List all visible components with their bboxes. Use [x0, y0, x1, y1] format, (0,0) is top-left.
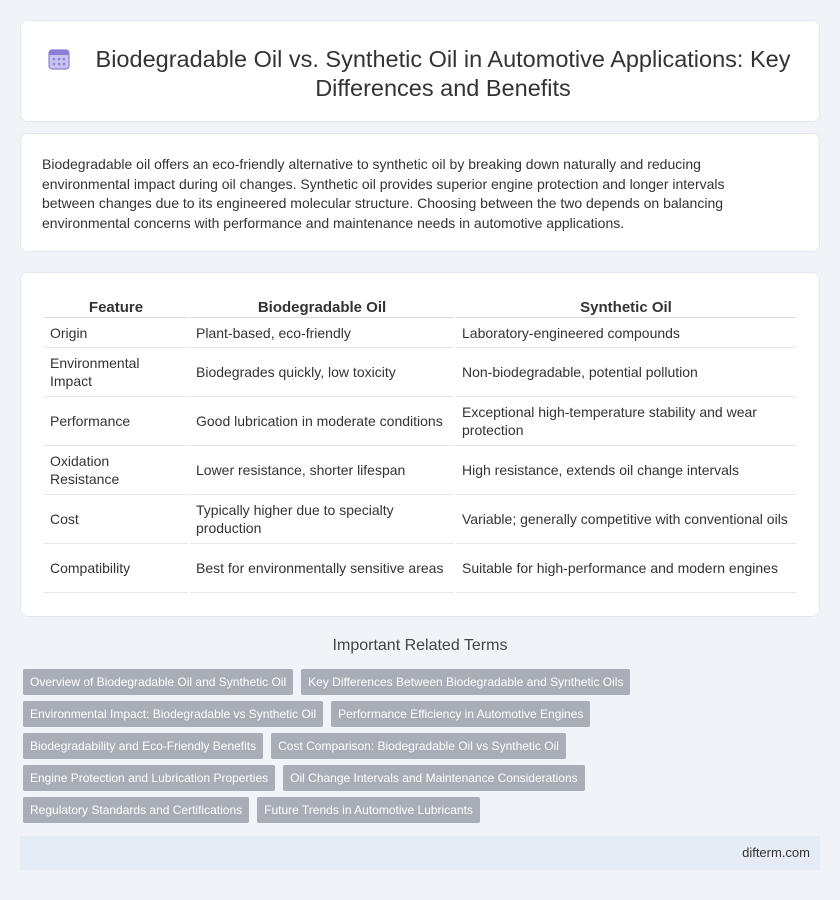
- cell-synthetic: Non-biodegradable, potential pollution: [456, 348, 796, 397]
- related-terms-list: [23, 669, 823, 829]
- header-feature: Feature: [44, 296, 188, 318]
- related-term-tag[interactable]: Regulatory Standards and Certifications: [23, 797, 249, 823]
- cell-feature: Performance: [44, 397, 188, 446]
- cell-biodegradable: Plant-based, eco-friendly: [190, 318, 454, 348]
- cell-synthetic: Laboratory-engineered compounds: [456, 318, 796, 348]
- cell-feature: Origin: [44, 318, 188, 348]
- related-term-tag[interactable]: Oil Change Intervals and Maintenance Considerations: [283, 765, 585, 791]
- cell-feature: Cost: [44, 495, 188, 544]
- cell-feature: Compatibility: [44, 544, 188, 593]
- page-title: Biodegradable Oil vs. Synthetic Oil in Automotive Applications: Key Differences and Benefits: [95, 46, 791, 101]
- cell-synthetic: High resistance, extends oil change intervals: [456, 446, 796, 495]
- cell-feature: Environmental Impact: [44, 348, 188, 397]
- calendar-icon: [47, 47, 71, 71]
- related-term-tag[interactable]: Cost Comparison: Biodegradable Oil vs Synthetic Oil: [271, 733, 566, 759]
- table-row: [44, 318, 796, 348]
- table-row: [44, 348, 796, 397]
- cell-biodegradable: Good lubrication in moderate conditions: [190, 397, 454, 446]
- table-header-row: [44, 296, 796, 318]
- intro-card: [20, 133, 820, 252]
- cell-biodegradable: Typically higher due to specialty production: [190, 495, 454, 544]
- related-term-tag[interactable]: Future Trends in Automotive Lubricants: [257, 797, 480, 823]
- cell-synthetic: Variable; generally competitive with conventional oils: [456, 495, 796, 544]
- footer: [20, 836, 820, 870]
- related-terms-title: Important Related Terms: [332, 637, 508, 654]
- related-term-tag[interactable]: Performance Efficiency in Automotive Engines: [331, 701, 590, 727]
- related-term-tag[interactable]: Engine Protection and Lubrication Properties: [23, 765, 275, 791]
- related-term-tag[interactable]: Biodegradability and Eco-Friendly Benefits: [23, 733, 263, 759]
- cell-biodegradable: Best for environmentally sensitive areas: [190, 544, 454, 593]
- header-biodegradable: Biodegradable Oil: [190, 296, 454, 318]
- cell-feature: Oxidation Resistance: [44, 446, 188, 495]
- table-row: [44, 446, 796, 495]
- cell-biodegradable: Biodegrades quickly, low toxicity: [190, 348, 454, 397]
- comparison-table-card: [20, 272, 820, 617]
- related-term-tag[interactable]: Overview of Biodegradable Oil and Synthetic Oil: [23, 669, 293, 695]
- related-term-tag[interactable]: Key Differences Between Biodegradable and Synthetic Oils: [301, 669, 630, 695]
- cell-synthetic: Suitable for high-performance and modern engines: [456, 544, 796, 593]
- header-synthetic: Synthetic Oil: [456, 296, 796, 318]
- cell-biodegradable: Lower resistance, shorter lifespan: [190, 446, 454, 495]
- table-row: [44, 397, 796, 446]
- intro-paragraph: Biodegradable oil offers an eco-friendly alternative to synthetic oil by breaking down naturally and reducing environmental impact during oil changes. Synthetic oil provides superior engine protection and longer intervals between changes due to its engineered molecular structure. Choosing between the two depends on balancing environmental concerns with performance and maintenance needs in automotive applications.: [42, 156, 725, 231]
- site-name[interactable]: difterm.com: [742, 845, 810, 860]
- header-card: [20, 20, 820, 122]
- table-row: [44, 544, 796, 593]
- comparison-table: [42, 296, 798, 593]
- cell-synthetic: Exceptional high-temperature stability and wear protection: [456, 397, 796, 446]
- related-term-tag[interactable]: Environmental Impact: Biodegradable vs Synthetic Oil: [23, 701, 323, 727]
- table-row: [44, 495, 796, 544]
